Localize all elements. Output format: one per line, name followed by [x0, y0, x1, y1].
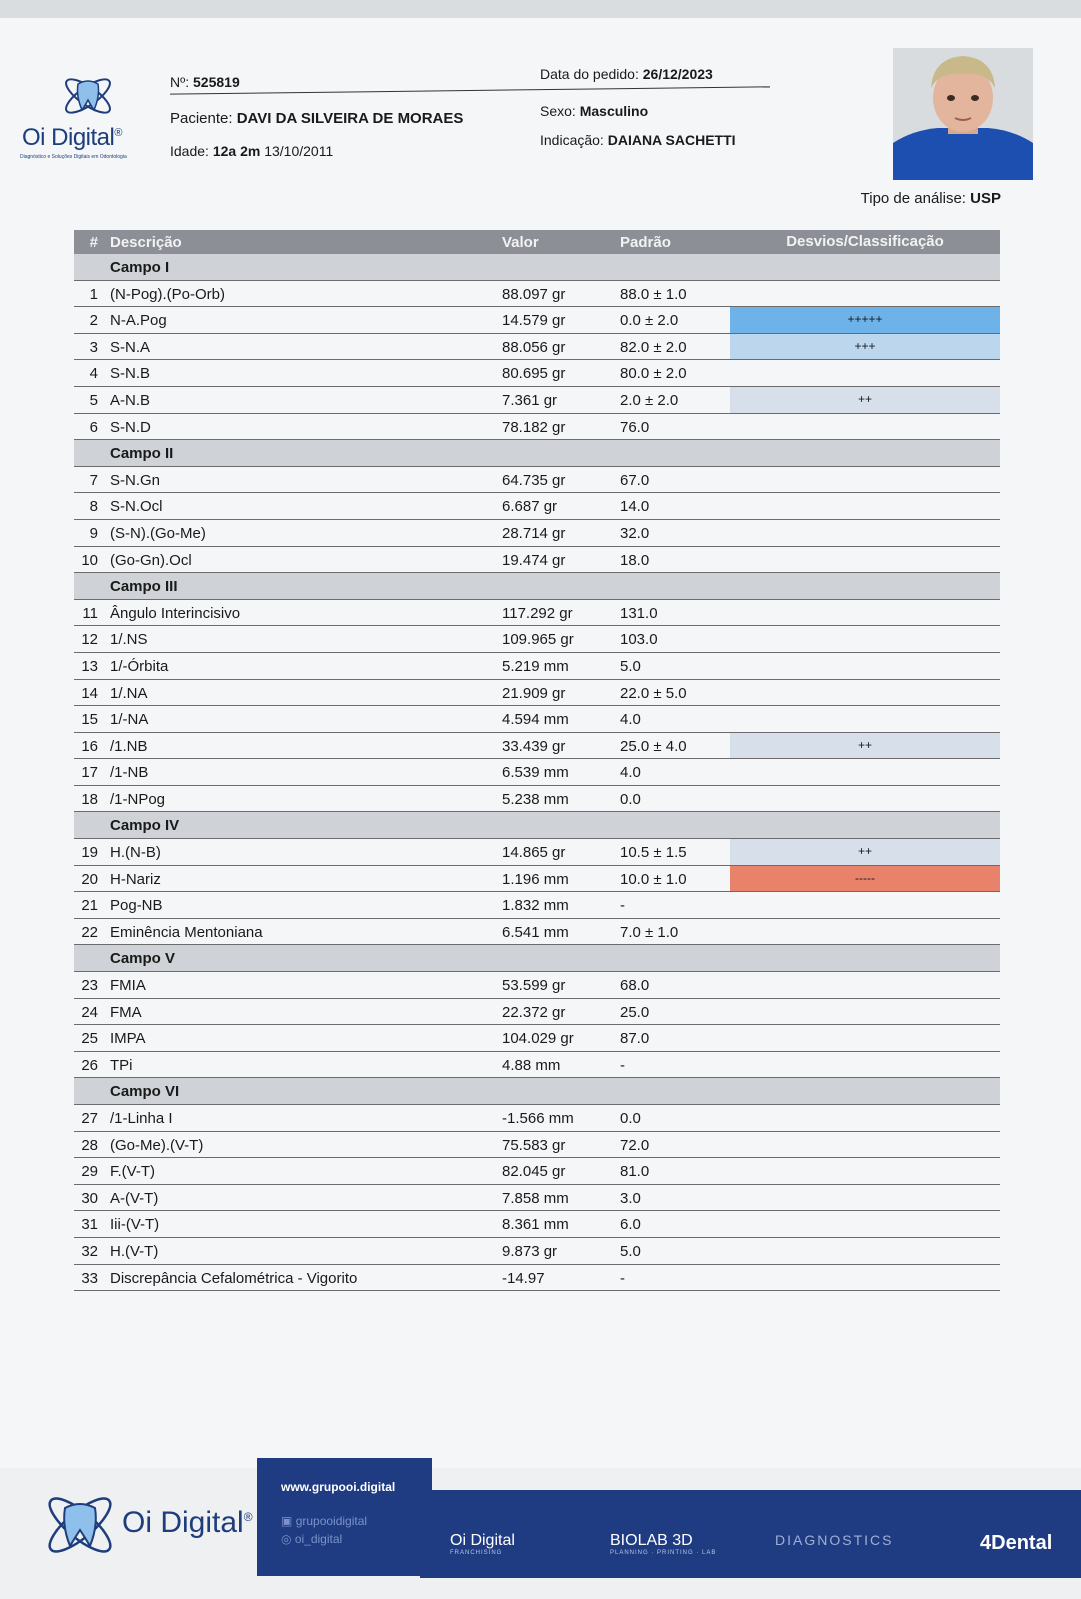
table-row	[74, 972, 1000, 999]
row-description: N-A.Pog	[110, 312, 167, 330]
row-value: 6.539 mm	[502, 764, 569, 782]
table-group-row	[74, 812, 1000, 839]
row-standard: 103.0	[620, 631, 658, 649]
group-label: Campo VI	[110, 1083, 180, 1101]
row-value: -14.97	[502, 1269, 545, 1287]
row-standard: 81.0	[620, 1163, 650, 1181]
row-number: 25	[81, 1030, 98, 1048]
table-row	[74, 1052, 1000, 1079]
row-value: 5.219 mm	[502, 657, 569, 675]
row-description: H-Nariz	[110, 870, 161, 888]
row-standard: 82.0 ± 2.0	[620, 338, 687, 356]
row-deviation	[730, 919, 1000, 945]
row-number: 12	[81, 631, 98, 649]
table-group-row	[74, 254, 1000, 281]
row-description: (S-N).(Go-Me)	[110, 524, 206, 542]
footer-brand: Oi Digital	[122, 1506, 244, 1539]
row-description: 1/-Órbita	[110, 657, 169, 675]
row-number: 31	[81, 1216, 98, 1234]
row-description: F.(V-T)	[110, 1163, 155, 1181]
row-deviation: ++	[730, 387, 1000, 413]
row-number: 3	[89, 338, 98, 356]
row-deviation	[730, 493, 1000, 519]
table-row	[74, 706, 1000, 733]
row-deviation	[730, 1025, 1000, 1051]
facebook-link[interactable]: ▣ grupooidigital	[281, 1514, 368, 1528]
table-row	[74, 387, 1000, 414]
row-deviation	[730, 1158, 1000, 1184]
row-value: 109.965 gr	[502, 631, 574, 649]
row-deviation	[730, 281, 1000, 307]
row-standard: -	[620, 897, 625, 915]
table-group-row	[74, 573, 1000, 600]
patient-name: Paciente: DAVI DA SILVEIRA DE MORAES	[170, 110, 464, 127]
partner-4dental: 4Dental	[980, 1532, 1053, 1554]
row-description: IMPA	[110, 1030, 146, 1048]
atom-tooth-icon	[40, 1480, 120, 1570]
row-value: 4.594 mm	[502, 711, 569, 729]
row-number: 24	[81, 1003, 98, 1021]
row-description: Ângulo Interincisivo	[110, 604, 241, 622]
row-standard: 76.0	[620, 418, 650, 436]
row-value: 7.361 gr	[502, 391, 558, 409]
row-deviation: ++	[730, 733, 1000, 759]
row-standard: 7.0 ± 1.0	[620, 923, 679, 941]
row-value: 33.439 gr	[502, 737, 566, 755]
table-row	[74, 547, 1000, 574]
row-number: 13	[81, 657, 98, 675]
table-row	[74, 600, 1000, 627]
row-number: 19	[81, 844, 98, 862]
table-row	[74, 1132, 1000, 1159]
partner-biolab: BIOLAB 3D PLANNING · PRINTING · LAB	[610, 1532, 717, 1556]
table-row	[74, 1265, 1000, 1292]
row-value: 117.292 gr	[502, 604, 573, 622]
group-label: Campo IV	[110, 817, 180, 835]
row-number: 32	[81, 1242, 98, 1260]
row-deviation	[730, 999, 1000, 1025]
patient-sex: Sexo: Masculino	[540, 103, 649, 119]
website-link[interactable]: www.grupooi.digital	[281, 1480, 396, 1494]
row-standard: 0.0	[620, 1110, 641, 1127]
row-description: S-N.A	[110, 338, 151, 356]
row-number: 2	[89, 312, 98, 330]
table-row	[74, 467, 1000, 494]
row-value: 88.097 gr	[502, 285, 566, 303]
group-label: Campo III	[110, 578, 178, 596]
row-standard: 32.0	[620, 524, 650, 542]
row-value: 5.238 mm	[502, 790, 569, 808]
table-row	[74, 839, 1000, 866]
row-deviation: -----	[730, 866, 1000, 892]
row-deviation	[730, 626, 1000, 652]
referral: Indicação: DAIANA SACHETTI	[540, 132, 736, 148]
row-standard: 68.0	[620, 977, 650, 995]
row-standard: 5.0	[620, 657, 641, 675]
row-deviation	[730, 414, 1000, 440]
row-standard: 25.0	[620, 1003, 650, 1021]
row-description: A-N.B	[110, 391, 151, 409]
row-deviation	[730, 706, 1000, 732]
row-description: /1-NB	[110, 764, 149, 782]
row-deviation	[730, 786, 1000, 812]
row-standard: 10.5 ± 1.5	[620, 844, 687, 862]
table-row	[74, 733, 1000, 760]
row-value: 8.361 mm	[502, 1216, 569, 1234]
row-deviation	[730, 1238, 1000, 1264]
row-number: 26	[81, 1056, 98, 1074]
row-description: 1/-NA	[110, 711, 149, 729]
table-row	[74, 414, 1000, 441]
row-deviation	[730, 1211, 1000, 1237]
row-standard: 0.0	[620, 790, 641, 808]
row-description: Eminência Mentoniana	[110, 923, 263, 941]
row-description: Iii-(V-T)	[110, 1216, 160, 1234]
row-standard: 14.0	[620, 498, 650, 516]
row-description: FMA	[110, 1003, 142, 1021]
table-row	[74, 892, 1000, 919]
col-desc: Descrição	[110, 234, 182, 251]
row-number: 5	[89, 391, 98, 409]
table-row	[74, 919, 1000, 946]
row-value: 6.541 mm	[502, 923, 569, 941]
row-standard: 87.0	[620, 1030, 650, 1048]
footer-band	[420, 1490, 1081, 1578]
table-row	[74, 626, 1000, 653]
row-number: 27	[81, 1110, 98, 1127]
row-number: 16	[81, 737, 98, 755]
cephalometric-table	[74, 230, 1000, 1291]
row-standard: 6.0	[620, 1216, 641, 1234]
row-deviation	[730, 1265, 1000, 1291]
row-number: 11	[82, 604, 98, 622]
row-description: TPi	[110, 1056, 133, 1074]
row-deviation	[730, 1105, 1000, 1131]
table-group-row	[74, 440, 1000, 467]
row-description: H.(N-B)	[110, 844, 161, 862]
table-row	[74, 360, 1000, 387]
row-number: 14	[81, 684, 98, 702]
row-description: 1/.NS	[110, 631, 148, 649]
row-standard: 18.0	[620, 551, 650, 569]
col-value: Valor	[502, 234, 539, 251]
row-description: /1-NPog	[110, 790, 166, 808]
row-standard: 131.0	[620, 604, 658, 622]
row-description: FMIA	[110, 977, 146, 995]
row-standard: 0.0 ± 2.0	[620, 312, 679, 330]
row-deviation	[730, 360, 1000, 386]
row-deviation	[730, 520, 1000, 546]
patient-age: Idade: 12a 2m 13/10/2011	[170, 143, 334, 159]
col-standard: Padrão	[620, 234, 671, 251]
row-value: 80.695 gr	[502, 365, 566, 383]
table-row	[74, 281, 1000, 308]
row-standard: 80.0 ± 2.0	[620, 365, 687, 383]
col-num: #	[89, 234, 98, 251]
row-description: /1.NB	[110, 737, 148, 755]
table-row	[74, 493, 1000, 520]
row-number: 30	[81, 1189, 98, 1207]
row-description: Discrepância Cefalométrica - Vigorito	[110, 1269, 358, 1287]
row-standard: 10.0 ± 1.0	[620, 870, 687, 888]
table-group-row	[74, 945, 1000, 972]
row-number: 6	[89, 418, 98, 436]
table-row	[74, 786, 1000, 813]
row-value: 53.599 gr	[502, 977, 566, 995]
brand-tagline: Diagnóstico e Soluções Digitais em Odontologia	[20, 154, 127, 160]
row-deviation	[730, 600, 1000, 626]
row-description: (Go-Me).(V-T)	[110, 1136, 204, 1154]
row-standard: 3.0	[620, 1189, 641, 1207]
row-deviation	[730, 1052, 1000, 1078]
row-number: 23	[81, 977, 98, 995]
row-standard: -	[620, 1269, 625, 1287]
row-number: 9	[89, 524, 98, 542]
table-row	[74, 520, 1000, 547]
row-standard: 72.0	[620, 1136, 650, 1154]
row-description: A-(V-T)	[110, 1189, 159, 1207]
instagram-link[interactable]: ◎ oi_digital	[281, 1532, 343, 1546]
row-value: 14.579 gr	[502, 312, 566, 330]
row-deviation	[730, 1132, 1000, 1158]
header-rule	[170, 86, 770, 94]
row-deviation	[730, 653, 1000, 679]
table-row	[74, 680, 1000, 707]
table-row	[74, 1158, 1000, 1185]
row-description: Pog-NB	[110, 897, 163, 915]
row-deviation	[730, 1185, 1000, 1211]
row-number: 21	[81, 897, 98, 915]
group-label: Campo II	[110, 445, 174, 463]
table-row	[74, 653, 1000, 680]
row-number: 22	[81, 923, 98, 941]
row-deviation	[730, 467, 1000, 493]
row-deviation	[730, 547, 1000, 573]
row-value: 14.865 gr	[502, 844, 566, 862]
row-value: 6.687 gr	[502, 498, 558, 516]
row-number: 17	[81, 764, 98, 782]
footer	[0, 1468, 1081, 1599]
row-description: S-N.Ocl	[110, 498, 163, 516]
row-description: H.(V-T)	[110, 1242, 159, 1260]
table-row	[74, 1238, 1000, 1265]
table-row	[74, 1105, 1000, 1132]
row-deviation: +++++	[730, 307, 1000, 333]
row-standard: 25.0 ± 4.0	[620, 737, 687, 755]
row-number: 1	[89, 285, 98, 303]
report-sheet	[0, 18, 1081, 1599]
footer-logo: Oi Digital®	[40, 1480, 260, 1570]
row-description: S-N.B	[110, 365, 151, 383]
row-description: 1/.NA	[110, 684, 148, 702]
row-deviation	[730, 892, 1000, 918]
row-value: 19.474 gr	[502, 551, 566, 569]
row-value: 88.056 gr	[502, 338, 566, 356]
row-number: 8	[89, 498, 98, 516]
row-value: 82.045 gr	[502, 1163, 566, 1181]
table-row	[74, 999, 1000, 1026]
row-standard: -	[620, 1056, 625, 1074]
footer-social-tab	[257, 1458, 432, 1576]
row-number: 33	[81, 1269, 98, 1287]
row-value: 64.735 gr	[502, 471, 566, 489]
table-row	[74, 1185, 1000, 1212]
row-number: 15	[81, 711, 98, 729]
row-standard: 88.0 ± 1.0	[620, 285, 687, 303]
row-value: 1.832 mm	[502, 897, 569, 915]
row-number: 7	[89, 471, 98, 489]
row-value: 4.88 mm	[502, 1056, 561, 1074]
row-value: 104.029 gr	[502, 1030, 574, 1048]
row-value: -1.566 mm	[502, 1110, 574, 1127]
row-standard: 67.0	[620, 471, 650, 489]
row-value: 22.372 gr	[502, 1003, 566, 1021]
table-row	[74, 759, 1000, 786]
col-deviation: Desvios/Classificação	[786, 233, 944, 250]
row-number: 4	[89, 365, 98, 383]
atom-tooth-icon	[60, 68, 116, 124]
row-standard: 4.0	[620, 711, 641, 729]
row-value: 9.873 gr	[502, 1242, 558, 1260]
order-date: Data do pedido: 26/12/2023	[540, 66, 713, 82]
row-deviation	[730, 759, 1000, 785]
row-value: 21.909 gr	[502, 684, 566, 702]
analysis-type: Tipo de análise: USP	[860, 190, 1001, 207]
brand-name: Oi Digital	[22, 124, 115, 151]
table-group-row	[74, 1078, 1000, 1105]
table-row	[74, 1025, 1000, 1052]
row-standard: 22.0 ± 5.0	[620, 684, 687, 702]
row-description: (N-Pog).(Po-Orb)	[110, 285, 226, 303]
row-number: 20	[81, 870, 98, 888]
partner-diagnostics: DIAGNOSTICS	[775, 1532, 894, 1548]
table-row	[74, 866, 1000, 893]
partner-oi-franchising: Oi Digital FRANCHISING	[450, 1532, 515, 1556]
row-deviation: ++	[730, 839, 1000, 865]
row-description: S-N.Gn	[110, 471, 161, 489]
table-row	[74, 334, 1000, 361]
instagram-icon: ◎	[281, 1532, 292, 1546]
table-header	[74, 230, 1000, 254]
row-standard: 4.0	[620, 764, 641, 782]
row-value: 1.196 mm	[502, 870, 569, 888]
row-standard: 2.0 ± 2.0	[620, 391, 679, 409]
row-value: 28.714 gr	[502, 524, 566, 542]
row-number: 18	[81, 790, 98, 808]
row-value: 75.583 gr	[502, 1136, 566, 1154]
order-number: Nº: 525819	[170, 74, 240, 90]
row-number: 29	[81, 1163, 98, 1181]
facebook-icon: ▣	[281, 1514, 293, 1528]
row-deviation	[730, 680, 1000, 706]
group-label: Campo V	[110, 950, 176, 968]
company-logo: Oi Digital® Diagnóstico e Soluções Digitais em Odontologia	[18, 68, 148, 163]
patient-photo	[893, 48, 1033, 180]
row-description: /1-Linha I	[110, 1110, 173, 1127]
patient-portrait-icon	[893, 48, 1033, 180]
row-number: 28	[81, 1136, 98, 1154]
row-deviation	[730, 972, 1000, 998]
row-value: 78.182 gr	[502, 418, 566, 436]
group-label: Campo I	[110, 259, 170, 276]
row-standard: 5.0	[620, 1242, 641, 1260]
row-description: (Go-Gn).Ocl	[110, 551, 192, 569]
table-row	[74, 1211, 1000, 1238]
row-deviation: +++	[730, 334, 1000, 360]
row-description: S-N.D	[110, 418, 151, 436]
row-number: 10	[81, 551, 98, 569]
table-row	[74, 307, 1000, 334]
row-value: 7.858 mm	[502, 1189, 569, 1207]
